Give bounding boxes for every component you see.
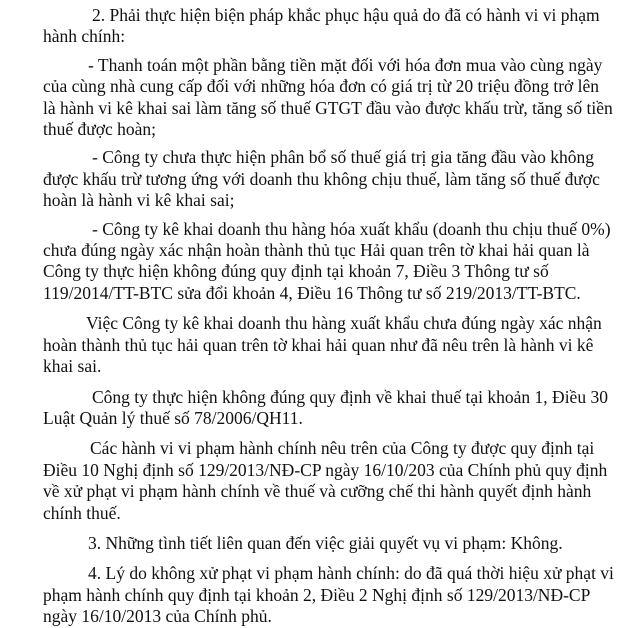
text-line: khai sai. <box>43 356 102 377</box>
paragraph-section-3 <box>43 533 622 554</box>
text-line: hoàn là hành vi kê khai sai; <box>43 190 235 211</box>
paragraph-violations-decree <box>43 438 622 524</box>
paragraph-bullet-vat-allocation <box>43 147 622 211</box>
text-line: Việc Công ty kê khai doanh thu hàng xuất khẩu chưa đúng ngày xác nhận <box>86 313 602 334</box>
paragraph-bullet-export-revenue <box>43 219 622 305</box>
text-line: ngày 16/10/2013 của Chính phủ. <box>43 606 272 627</box>
text-line: chưa đúng ngày xác nhận hoàn thành thủ tục Hải quan trên tờ khai hải quan là <box>43 240 590 261</box>
paragraph-tax-declaration-law <box>43 387 622 430</box>
text-line: được khấu trừ tương ứng với doanh thu không chịu thuế, làm tăng số thuế được <box>43 168 600 189</box>
text-line: về xử phạt vi phạm hành chính về thuế và cưỡng chế thi hành quyết định hành <box>43 481 592 502</box>
text-line: 3. Những tình tiết liên quan đến việc giải quyết vụ vi phạm: Không. <box>88 532 563 553</box>
text-line: Các hành vi vi phạm hành chính nêu trên của Công ty được quy định tại <box>90 438 595 459</box>
paragraph-bullet-cash-payment <box>43 55 622 141</box>
text-line: 2. Phải thực hiện biện pháp khắc phục hậu quả do đã có hành vi vi phạm <box>92 5 600 25</box>
text-line: thuế được hoàn; <box>43 119 157 140</box>
paragraph-section-2 <box>43 5 622 48</box>
text-line: là hành vi kê khai sai làm tăng số thuế GTGT đầu vào được khấu trừ, tăng số tiền <box>43 97 613 118</box>
text-line: Điều 10 Nghị định số 129/2013/NĐ-CP ngày 16/10/203 của Chính phủ quy định <box>43 459 608 480</box>
text-line: hành chính: <box>43 26 126 47</box>
text-line: hoàn thành thủ tục hải quan trên tờ khai hải quan như đã nêu trên là hành vi kê <box>43 334 594 355</box>
text-line: - Công ty kê khai doanh thu hàng hóa xuất khẩu (doanh thu chịu thuế 0%) <box>92 218 611 239</box>
text-line: chính thuế. <box>43 502 121 523</box>
text-line: 4. Lý do không xử phạt vi phạm hành chính: do đã quá thời hiệu xử phạt vi <box>88 563 614 584</box>
text-line: 119/2014/TT-BTC sửa đổi khoản 4, Điều 16 Thông tư số 219/2013/TT-BTC. <box>43 282 581 303</box>
text-line: Luật Quản lý thuế số 78/2006/QH11. <box>43 407 303 428</box>
text-line: phạm hành chính quy định tại khoản 2, Điều 2 Nghị định số 129/2013/NĐ-CP <box>43 584 591 605</box>
paragraph-section-4 <box>43 563 622 627</box>
paragraph-export-declaration <box>43 313 622 377</box>
text-line: - Thanh toán một phần bằng tiền mặt đối với hóa đơn mua vào cùng ngày <box>88 54 603 75</box>
text-line: - Công ty chưa thực hiện phân bổ số thuế giá trị gia tăng đầu vào không <box>92 147 595 168</box>
text-line: của cùng nhà cung cấp đối với những hóa đơn có giá trị từ 20 triệu đồng trở lên <box>43 76 600 97</box>
text-line: Công ty thực hiện không đúng quy định về khai thuế tại khoản 1, Điều 30 <box>92 386 608 407</box>
text-line: Công ty thực hiện không đúng quy định tại khoản 7, Điều 3 Thông tư số <box>43 261 549 282</box>
